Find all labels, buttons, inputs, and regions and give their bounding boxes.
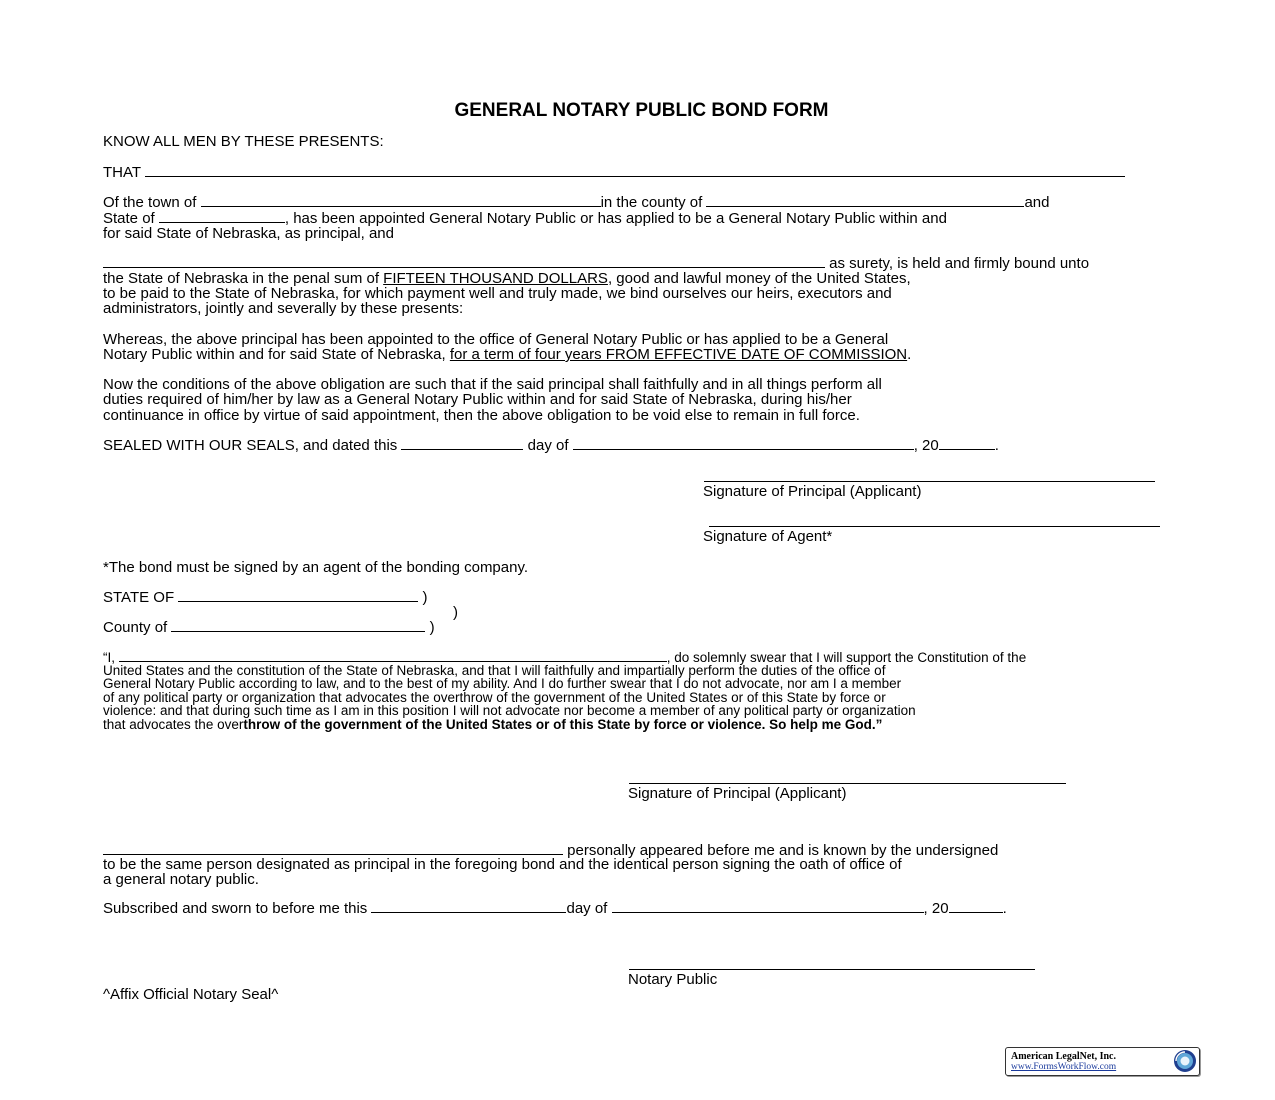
subscribed-line: Subscribed and sworn to before me this day of , 20 . bbox=[103, 900, 1007, 917]
conditions-line-1: Now the conditions of the above obligation are such that if the said principal shall faithfully and in all things perform all bbox=[103, 376, 882, 393]
sealed-day-blank[interactable] bbox=[401, 438, 523, 450]
venue-state-line: STATE OF ) bbox=[103, 589, 428, 606]
whereas-line-1: Whereas, the above principal has been appointed to the office of General Notary Public or has applied to be a General bbox=[103, 331, 889, 348]
whereas-line-2: Notary Public within and for said State of Nebraska, for a term of four years FROM EFFECTIVE DATE OF COMMISSION. bbox=[103, 346, 912, 363]
globe-icon bbox=[1173, 1049, 1197, 1073]
form-title: GENERAL NOTARY PUBLIC BOND FORM bbox=[454, 100, 829, 121]
venue-state-blank[interactable] bbox=[178, 590, 418, 602]
principal-signature-label-2: Signature of Principal (Applicant) bbox=[628, 785, 847, 802]
subscribed-year-blank[interactable] bbox=[949, 901, 1003, 913]
conditions-line-3: continuance in office by virtue of said appointment, then the above obligation to be void else to remain in full force. bbox=[103, 407, 860, 424]
administrators-line: administrators, jointly and severally by these presents: bbox=[103, 300, 464, 317]
principal-name-blank[interactable] bbox=[145, 165, 1125, 177]
notary-signature-line[interactable] bbox=[629, 969, 1035, 970]
term-text: for a term of four years FROM EFFECTIVE DATE OF COMMISSION bbox=[449, 346, 908, 363]
payment-line: to be paid to the State of Nebraska, for which payment well and truly made, we bind ourselves our heirs, executors and bbox=[103, 285, 892, 302]
venue-county-line: County of ) bbox=[103, 619, 435, 636]
oath-line-6: that advocates the overthrow of the government of the United States or of this State by force or violence. So help me God.” bbox=[103, 717, 883, 732]
intro-line: KNOW ALL MEN BY THESE PRESENTS: bbox=[103, 133, 384, 150]
notary-public-label: Notary Public bbox=[628, 971, 718, 988]
appeared-line-1: personally appeared before me and is known by the undersigned bbox=[103, 843, 998, 858]
agent-signature-label: Signature of Agent* bbox=[703, 528, 833, 545]
sealed-line: SEALED WITH OUR SEALS, and dated this day of , 20 . bbox=[103, 437, 999, 454]
principal-signature-label-1: Signature of Principal (Applicant) bbox=[703, 483, 922, 500]
principal-signature-line-1[interactable] bbox=[704, 481, 1155, 482]
town-blank[interactable] bbox=[201, 195, 601, 207]
town-county-line: Of the town of in the county of and bbox=[103, 194, 1050, 211]
american-legalnet-logo[interactable] bbox=[1005, 1047, 1200, 1076]
oath-line-5: violence: and that during such time as I am in this position I will not advocate nor become a member of any political party or organization bbox=[103, 703, 916, 718]
surety-line: as surety, is held and firmly bound unto bbox=[103, 256, 1089, 271]
conditions-line-2: duties required of him/her by law as a General Notary Public within and for said State of Nebraska, during his/her bbox=[103, 391, 852, 408]
oath-line-4: of any political party or organization that advocates the overthrow of the government of the United States or of this State by force or bbox=[103, 690, 886, 705]
logo-company-name: American LegalNet, Inc. bbox=[1011, 1051, 1116, 1062]
oath-line-1: “I, , do solemnly swear that I will support the Constitution of the bbox=[103, 650, 1027, 665]
agent-signature-line[interactable] bbox=[709, 526, 1160, 527]
venue-paren: ) bbox=[453, 604, 458, 621]
oath-line-3: General Notary Public according to law, and to the best of my ability. And I do further swear that I do not advocate, nor am I a member bbox=[103, 676, 902, 691]
venue-county-blank[interactable] bbox=[171, 620, 425, 632]
principal-signature-line-2[interactable] bbox=[629, 783, 1066, 784]
appeared-line-3: a general notary public. bbox=[103, 871, 259, 888]
penal-sum-amount: FIFTEEN THOUSAND DOLLARS bbox=[383, 270, 608, 287]
penal-sum-line: the State of Nebraska in the penal sum of FIFTEEN THOUSAND DOLLARS, good and lawful money of the United States, bbox=[103, 270, 911, 287]
sealed-year-blank[interactable] bbox=[939, 438, 995, 450]
appeared-name-blank[interactable] bbox=[103, 843, 563, 855]
agent-note: *The bond must be signed by an agent of the bonding company. bbox=[103, 559, 529, 576]
surety-blank[interactable] bbox=[103, 256, 825, 268]
subscribed-day-blank[interactable] bbox=[371, 901, 566, 913]
affix-seal-note: ^Affix Official Notary Seal^ bbox=[103, 986, 279, 1003]
state-line: State of , has been appointed General Notary Public or has applied to be a General Notary Public within and bbox=[103, 210, 947, 227]
oath-name-blank[interactable] bbox=[119, 650, 667, 662]
state-blank[interactable] bbox=[159, 211, 285, 223]
county-blank[interactable] bbox=[706, 195, 1024, 207]
logo-url[interactable]: www.FormsWorkFlow.com bbox=[1011, 1062, 1117, 1072]
principal-line: for said State of Nebraska, as principal, and bbox=[103, 225, 394, 242]
sealed-month-blank[interactable] bbox=[573, 438, 914, 450]
that-line: THAT bbox=[103, 165, 1125, 180]
oath-line-2: United States and the constitution of the State of Nebraska, and that I will faithfully and impartially perform the duties of the office of bbox=[103, 663, 886, 678]
appeared-line-2: to be the same person designated as principal in the foregoing bond and the identical person signing the oath of office of bbox=[103, 856, 902, 873]
subscribed-month-blank[interactable] bbox=[612, 901, 924, 913]
